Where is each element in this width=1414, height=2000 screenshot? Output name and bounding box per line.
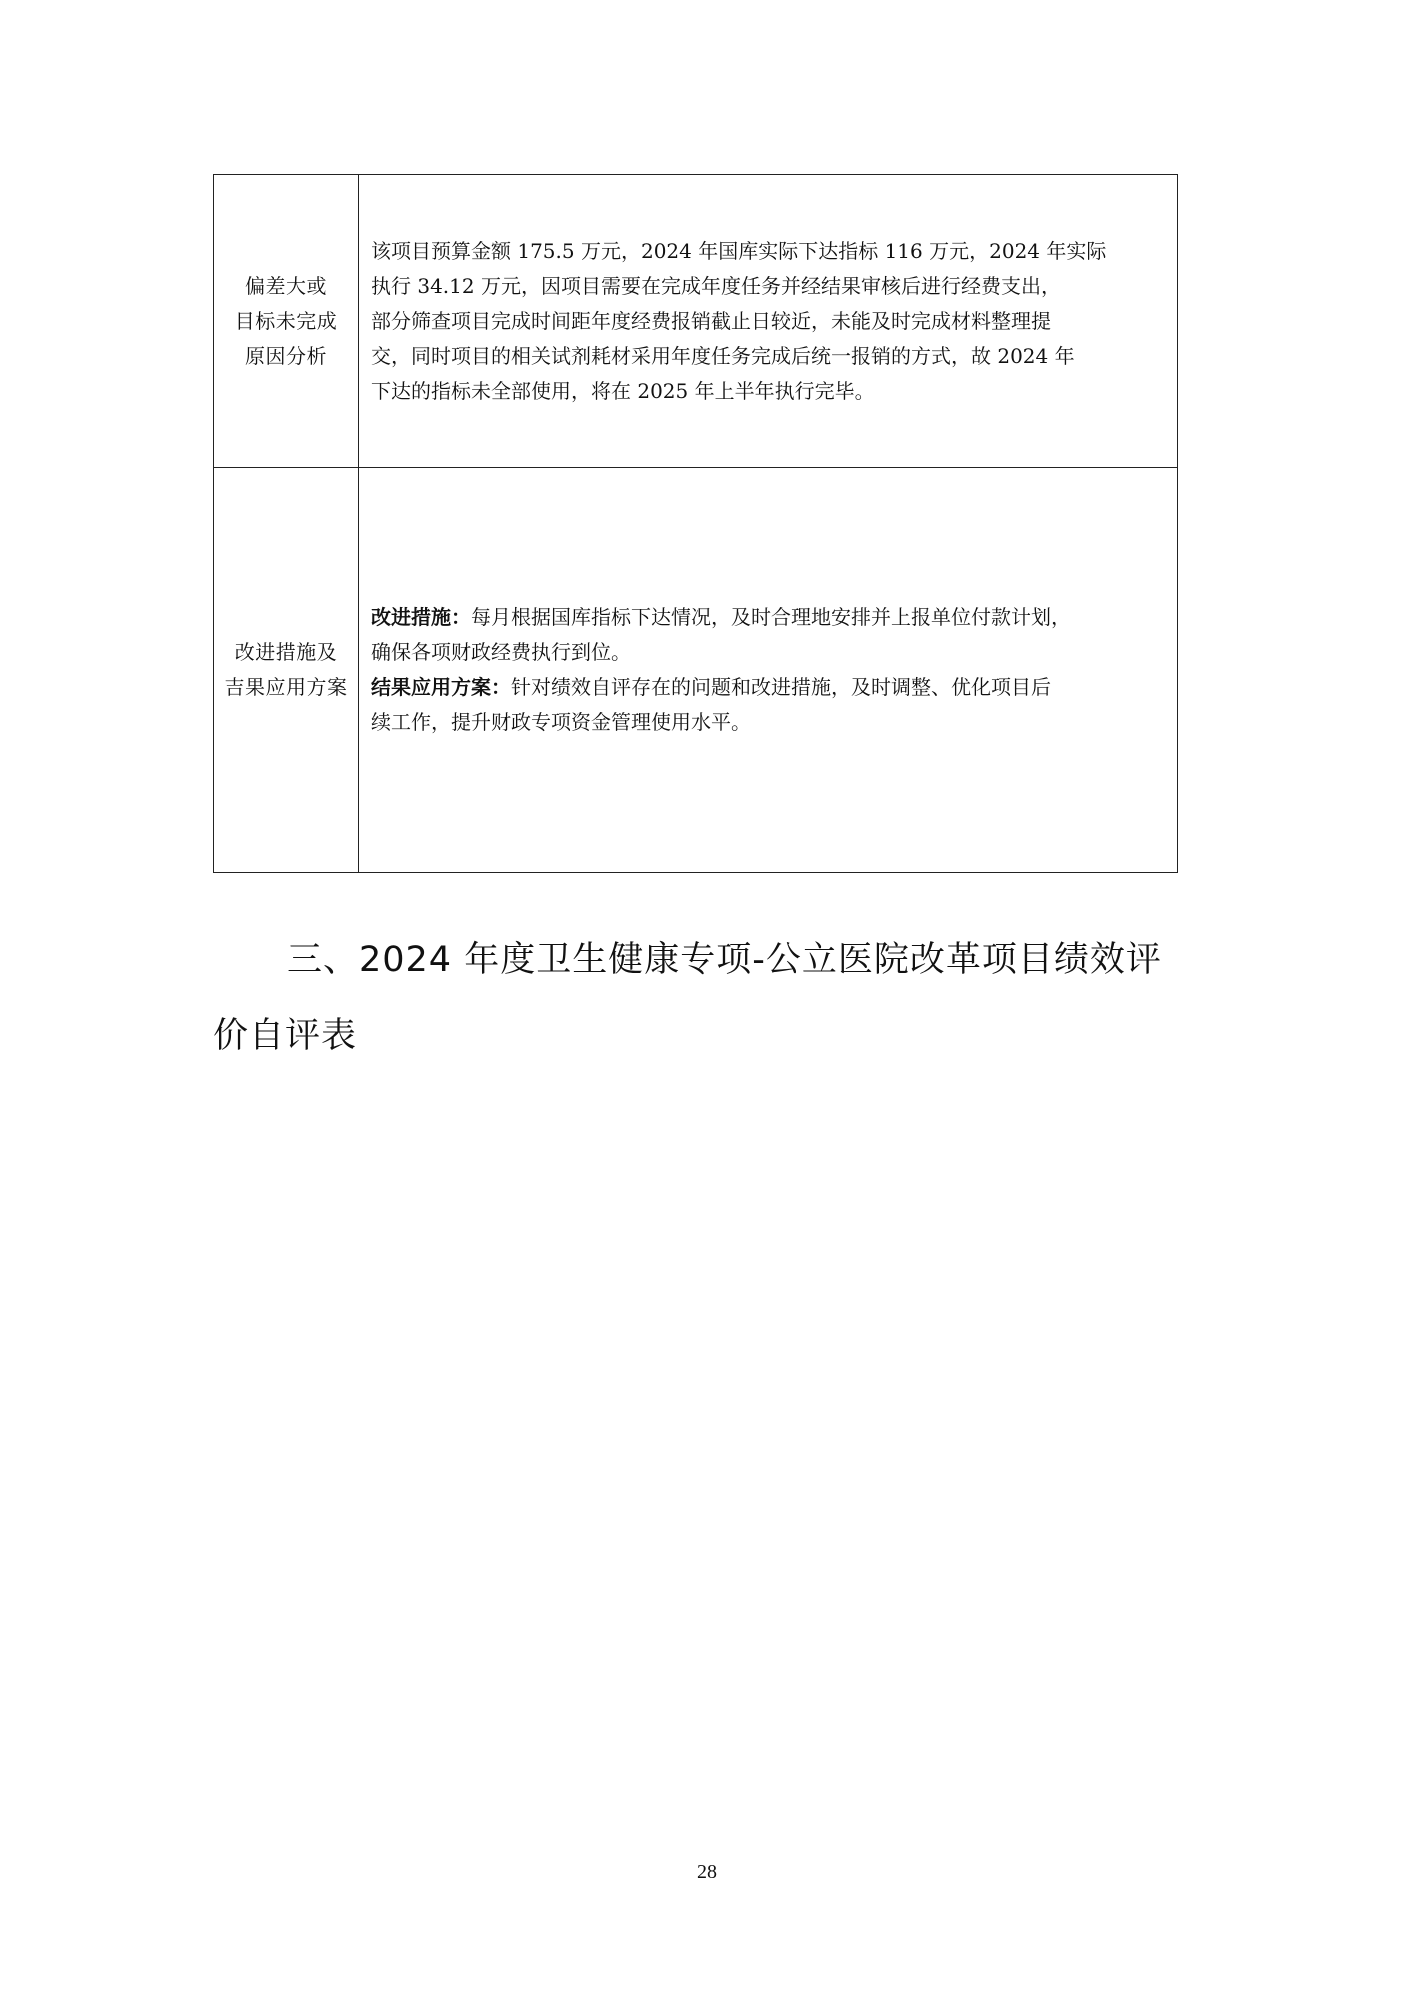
content-line: 该项目预算金额 175.5 万元，2024 年国库实际下达指标 116 万元，2024 年实际 xyxy=(371,238,1107,263)
table-row xyxy=(214,468,1178,873)
improvement-heading: 改进措施： xyxy=(371,605,471,629)
application-text: 针对绩效自评存在的问题和改进措施，及时调整、优化项目后 xyxy=(511,675,1051,699)
improvement-text: 每月根据国库指标下达情况，及时合理地安排并上报单位付款计划， xyxy=(471,605,1071,629)
improvement-paragraph xyxy=(371,600,1165,635)
evaluation-table xyxy=(213,174,1178,873)
row-label-line: 改进措施及 xyxy=(234,640,338,664)
table-row xyxy=(214,175,1178,468)
improvement-text-continued: 确保各项财政经费执行到位。 xyxy=(371,640,631,664)
application-text-continued: 续工作，提升财政专项资金管理使用水平。 xyxy=(371,710,751,734)
application-heading: 结果应用方案： xyxy=(371,675,511,699)
row-label-line: 原因分析 xyxy=(245,343,327,368)
page-number: 28 xyxy=(697,1861,717,1883)
row-label-deviation-analysis xyxy=(214,175,359,468)
content-line: 执行 34.12 万元，因项目需要在完成年度任务并经结果审核后进行经费支出， xyxy=(371,273,1061,298)
content-line: 部分筛查项目完成时间距年度经费报销截止日较近，未能及时完成材料整理提 xyxy=(371,308,1051,333)
application-paragraph xyxy=(371,670,1165,705)
content-line: 交，同时项目的相关试剂耗材采用年度任务完成后统一报销的方式，故 2024 年 xyxy=(371,343,1075,368)
row-label-line: 目标未完成 xyxy=(234,308,338,333)
section-heading xyxy=(213,922,1213,1074)
deviation-analysis-content xyxy=(359,175,1178,468)
row-label-improvement-plan xyxy=(214,468,359,873)
row-label-line: 偏差大或 xyxy=(245,273,327,298)
row-label-line: 吉果应用方案 xyxy=(224,675,348,699)
section-heading-line: 三、2024 年度卫生健康专项-公立医院改革项目绩效评 xyxy=(287,940,1162,980)
content-line: 下达的指标未全部使用，将在 2025 年上半年执行完毕。 xyxy=(371,378,875,403)
improvement-plan-content xyxy=(359,468,1178,873)
section-heading-line: 价自评表 xyxy=(213,1016,358,1056)
